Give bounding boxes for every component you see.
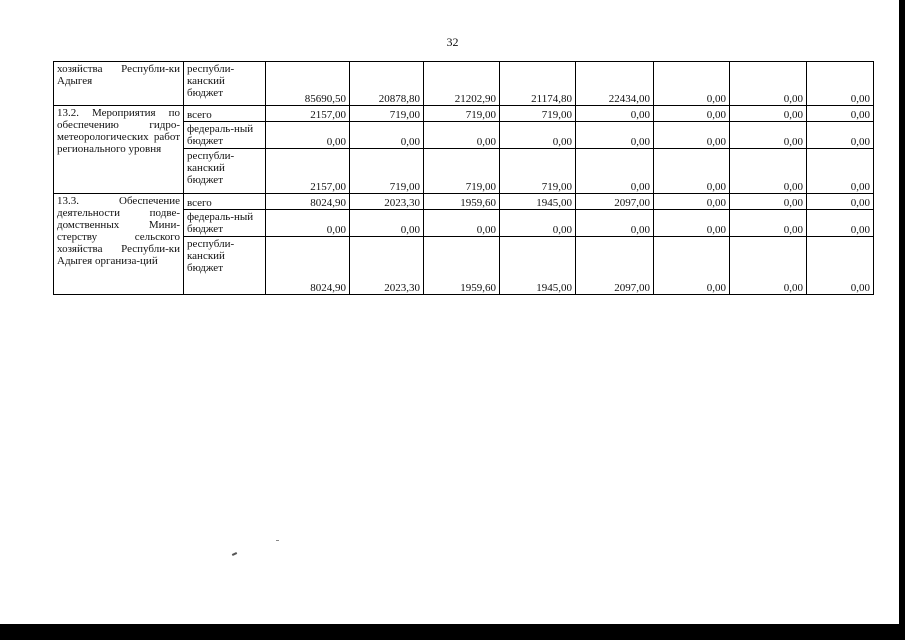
amount-cell: 0,00 <box>266 122 350 149</box>
amount-cell: 21202,90 <box>424 62 500 106</box>
amount-cell: 0,00 <box>500 210 576 237</box>
amount-cell: 2157,00 <box>266 149 350 194</box>
amount-cell: 0,00 <box>730 237 807 295</box>
page-number: 32 <box>446 35 459 49</box>
amount-cell: 1959,60 <box>424 237 500 295</box>
amount-cell: 0,00 <box>654 149 730 194</box>
amount-cell: 0,00 <box>807 237 874 295</box>
amount-cell: 719,00 <box>500 106 576 122</box>
amount-cell: 0,00 <box>654 122 730 149</box>
amount-cell: 0,00 <box>730 149 807 194</box>
amount-cell: 85690,50 <box>266 62 350 106</box>
amount-cell: 2023,30 <box>350 237 424 295</box>
amount-cell: 0,00 <box>654 237 730 295</box>
amount-cell: 0,00 <box>807 106 874 122</box>
amount-cell: 0,00 <box>654 62 730 106</box>
scan-border-right <box>899 0 905 640</box>
amount-cell: 8024,90 <box>266 194 350 210</box>
scan-speck <box>232 552 237 556</box>
amount-cell: 0,00 <box>576 106 654 122</box>
funding-source-cell: республи-канский бюджет <box>184 62 266 106</box>
amount-cell: 21174,80 <box>500 62 576 106</box>
amount-cell: 0,00 <box>730 122 807 149</box>
amount-cell: 2097,00 <box>576 237 654 295</box>
funding-source-cell: всего <box>184 106 266 122</box>
amount-cell: 719,00 <box>350 149 424 194</box>
amount-cell: 0,00 <box>424 122 500 149</box>
funding-source-cell: республи-канский бюджет <box>184 149 266 194</box>
amount-cell: 0,00 <box>350 122 424 149</box>
funding-source-cell: федераль-ный бюджет <box>184 210 266 237</box>
amount-cell: 0,00 <box>576 122 654 149</box>
amount-cell: 0,00 <box>730 62 807 106</box>
funding-source-cell: федераль-ный бюджет <box>184 122 266 149</box>
amount-cell: 2157,00 <box>266 106 350 122</box>
scan-border-bottom <box>0 624 905 640</box>
amount-cell: 0,00 <box>576 149 654 194</box>
table-row <box>54 106 874 122</box>
amount-cell: 0,00 <box>350 210 424 237</box>
amount-cell: 0,00 <box>807 210 874 237</box>
amount-cell: 22434,00 <box>576 62 654 106</box>
amount-cell: 0,00 <box>654 194 730 210</box>
amount-cell: 1945,00 <box>500 237 576 295</box>
amount-cell: 0,00 <box>654 210 730 237</box>
amount-cell: 2023,30 <box>350 194 424 210</box>
amount-cell: 0,00 <box>266 210 350 237</box>
amount-cell: 0,00 <box>424 210 500 237</box>
amount-cell: 8024,90 <box>266 237 350 295</box>
amount-cell: 0,00 <box>807 194 874 210</box>
amount-cell: 719,00 <box>424 149 500 194</box>
amount-cell: 20878,80 <box>350 62 424 106</box>
amount-cell: 719,00 <box>350 106 424 122</box>
amount-cell: 0,00 <box>730 106 807 122</box>
amount-cell: 719,00 <box>424 106 500 122</box>
amount-cell: 0,00 <box>500 122 576 149</box>
activity-name-cell: 13.2. Мероприятия по обеспечению гидро-метеорологических работ регионального уровня <box>54 106 184 194</box>
amount-cell: 0,00 <box>576 210 654 237</box>
budget-table-body <box>54 62 874 295</box>
budget-table <box>53 61 874 295</box>
activity-name-cell: 13.3. Обеспечение деятельности подве-домственных Мини-стерству сельского хозяйства Республи-ки Адыгея организа-ций <box>54 194 184 295</box>
amount-cell: 0,00 <box>730 210 807 237</box>
funding-source-cell: всего <box>184 194 266 210</box>
amount-cell: 1959,60 <box>424 194 500 210</box>
amount-cell: 1945,00 <box>500 194 576 210</box>
amount-cell: 0,00 <box>807 62 874 106</box>
table-row <box>54 62 874 106</box>
amount-cell: 719,00 <box>500 149 576 194</box>
activity-name-cell: хозяйства Республи-ки Адыгея <box>54 62 184 106</box>
table-row <box>54 194 874 210</box>
funding-source-cell: республи-канский бюджет <box>184 237 266 295</box>
amount-cell: 2097,00 <box>576 194 654 210</box>
amount-cell: 0,00 <box>807 122 874 149</box>
amount-cell: 0,00 <box>730 194 807 210</box>
amount-cell: 0,00 <box>807 149 874 194</box>
amount-cell: 0,00 <box>654 106 730 122</box>
scan-speck <box>276 540 279 541</box>
